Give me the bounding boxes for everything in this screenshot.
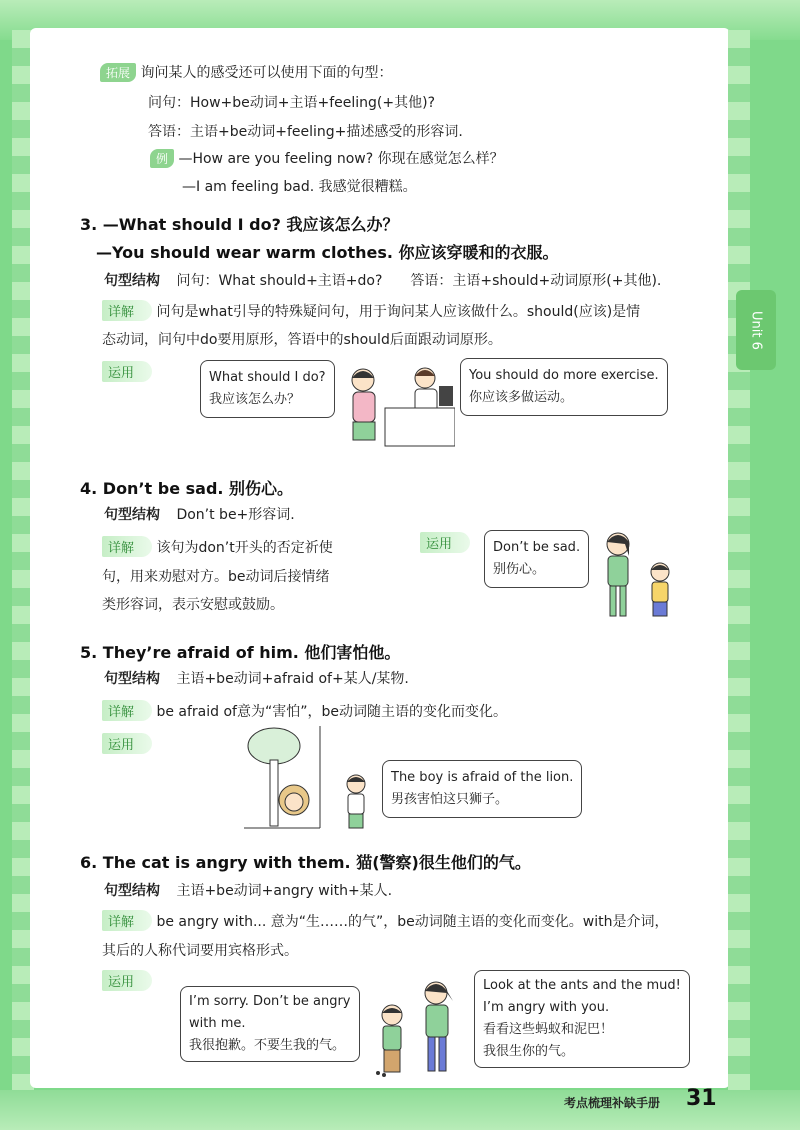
s4-title: 4. Don’t be sad. 别伤心。 bbox=[80, 479, 294, 498]
s3-detail-2: 态动词，问句中do要用原形，答语中的should后面跟动词原形。 bbox=[102, 332, 502, 348]
bottom-border bbox=[0, 1090, 800, 1130]
unit-side-tab[interactable]: Unit 6 bbox=[736, 290, 776, 370]
s6-title: 6. The cat is angry with them. 猫(警察)很生他们的气。 bbox=[80, 853, 531, 872]
s3-structure-label: 句型结构 bbox=[104, 273, 160, 289]
page-number: 31 bbox=[686, 1086, 717, 1111]
extend-question: 问句：How+be动词+主语+feeling(+其他)? bbox=[148, 95, 436, 111]
extend-intro: 询问某人的感受还可以使用下面的句型： bbox=[140, 65, 393, 81]
s4-detail-tag: 详解 bbox=[102, 536, 152, 557]
s6-bubble-left bbox=[180, 986, 360, 1062]
s3-structure: 问句：What should+主语+do? 答语：主语+should+动词原形(+其他). bbox=[176, 273, 662, 289]
s4-detail-3: 类形容词，表示安慰或鼓励。 bbox=[102, 597, 284, 613]
s3-detail-1: 问句是what引导的特殊疑问句，用于询问某人应该做什么。should(应该)是情 bbox=[156, 304, 641, 320]
s6-structure: 主语+be动词+angry with+某人. bbox=[176, 883, 393, 899]
boy-and-lion-illustration bbox=[244, 724, 384, 834]
s6-use-tag: 运用 bbox=[102, 970, 152, 991]
example-tag: 例 bbox=[150, 149, 174, 168]
s6-structure-label: 句型结构 bbox=[104, 883, 160, 899]
s4-bubble bbox=[484, 530, 589, 588]
s6-bubble-left-l1: I’m sorry. Don’t be angry bbox=[189, 994, 351, 1009]
s3-title: 3. —What should I do? 我应该怎么办？ bbox=[80, 215, 399, 234]
extend-example-q-line bbox=[150, 148, 504, 168]
s4-structure: Don’t be+形容词. bbox=[176, 507, 295, 523]
s5-structure-label: 句型结构 bbox=[104, 671, 160, 687]
s3-bubble-right-en: You should do more exercise. bbox=[469, 368, 659, 383]
s3-title2: —You should wear warm clothes. 你应该穿暖和的衣服。 bbox=[96, 243, 559, 262]
doctor-scene-illustration bbox=[335, 360, 455, 450]
s4-use-tag: 运用 bbox=[420, 532, 470, 553]
s4-bubble-en: Don’t be sad. bbox=[493, 540, 581, 555]
s5-bubble bbox=[382, 760, 582, 818]
extend-tag: 拓展 bbox=[100, 63, 136, 82]
s4-detail-2: 句，用来劝慰对方。be动词后接情绪 bbox=[102, 569, 330, 585]
s6-bubble-left-l3: 我很抱歉。不要生我的气。 bbox=[189, 1038, 346, 1053]
s5-use-tag: 运用 bbox=[102, 733, 152, 754]
s5-detail-tag: 详解 bbox=[102, 700, 152, 721]
s3-detail-tag: 详解 bbox=[102, 300, 152, 321]
s3-bubble-right bbox=[460, 358, 668, 416]
s4-structure-line bbox=[104, 504, 295, 524]
s5-title: 5. They’re afraid of him. 他们害怕他。 bbox=[80, 643, 401, 662]
s3-detail-line1 bbox=[102, 300, 640, 321]
s3-use-tag: 运用 bbox=[102, 361, 152, 382]
extend-example-a: —I am feeling bad. 我感觉很糟糕。 bbox=[182, 179, 417, 195]
s6-bubble-right-l2: I’m angry with you. bbox=[483, 1000, 610, 1015]
s5-bubble-cn: 男孩害怕这只狮子。 bbox=[391, 792, 509, 807]
s6-structure-line bbox=[104, 880, 392, 900]
s4-bubble-cn: 别伤心。 bbox=[493, 562, 546, 577]
s4-structure-label: 句型结构 bbox=[104, 507, 160, 523]
s6-bubble-left-l2: with me. bbox=[189, 1016, 246, 1031]
extend-answer: 答语：主语+be动词+feeling+描述感受的形容词. bbox=[148, 124, 463, 140]
s5-use-tag-wrap bbox=[102, 733, 152, 754]
s5-bubble-en: The boy is afraid of the lion. bbox=[391, 770, 574, 785]
s3-structure-line bbox=[104, 270, 661, 290]
s3-bubble-left bbox=[200, 360, 335, 418]
s6-detail-2: 其后的人称代词要用宾格形式。 bbox=[102, 943, 298, 959]
s6-bubble-right-l3: 看看这些蚂蚁和泥巴！ bbox=[483, 1022, 614, 1037]
s5-detail-line bbox=[102, 700, 507, 721]
s5-detail: be afraid of意为“害怕”，be动词随主语的变化而变化。 bbox=[156, 704, 507, 720]
s5-structure-line bbox=[104, 668, 409, 688]
girl-comforting-boy-illustration bbox=[598, 528, 678, 623]
s4-use-tag-wrap bbox=[420, 532, 470, 553]
footer-note: 考点梳理补缺手册 bbox=[564, 1096, 661, 1110]
angry-girl-and-boy-illustration bbox=[370, 975, 470, 1080]
s3-bubble-right-cn: 你应该多做运动。 bbox=[469, 390, 574, 405]
right-wave-border bbox=[728, 30, 750, 1090]
s3-bubble-left-en: What should I do? bbox=[209, 370, 326, 385]
s4-detail-1: 该句为don’t开头的否定祈使 bbox=[156, 540, 333, 556]
s6-bubble-right bbox=[474, 970, 690, 1068]
s6-detail-line1 bbox=[102, 910, 668, 931]
s6-detail-1: be angry with... 意为“生……的气”，be动词随主语的变化而变化。with是介词， bbox=[156, 914, 669, 930]
s6-detail-tag: 详解 bbox=[102, 910, 152, 931]
s5-structure: 主语+be动词+afraid of+某人/某物. bbox=[176, 671, 409, 687]
extend-example-q: —How are you feeling now? 你现在感觉怎么样？ bbox=[178, 151, 504, 167]
s3-bubble-left-cn: 我应该怎么办？ bbox=[209, 392, 301, 407]
extend-intro-line bbox=[100, 62, 392, 82]
s6-use-tag-wrap bbox=[102, 970, 152, 991]
s6-bubble-right-l1: Look at the ants and the mud! bbox=[483, 978, 681, 993]
s6-bubble-right-l4: 我很生你的气。 bbox=[483, 1044, 575, 1059]
s4-detail-line1 bbox=[102, 536, 333, 557]
s3-use-tag-wrap bbox=[102, 361, 152, 382]
